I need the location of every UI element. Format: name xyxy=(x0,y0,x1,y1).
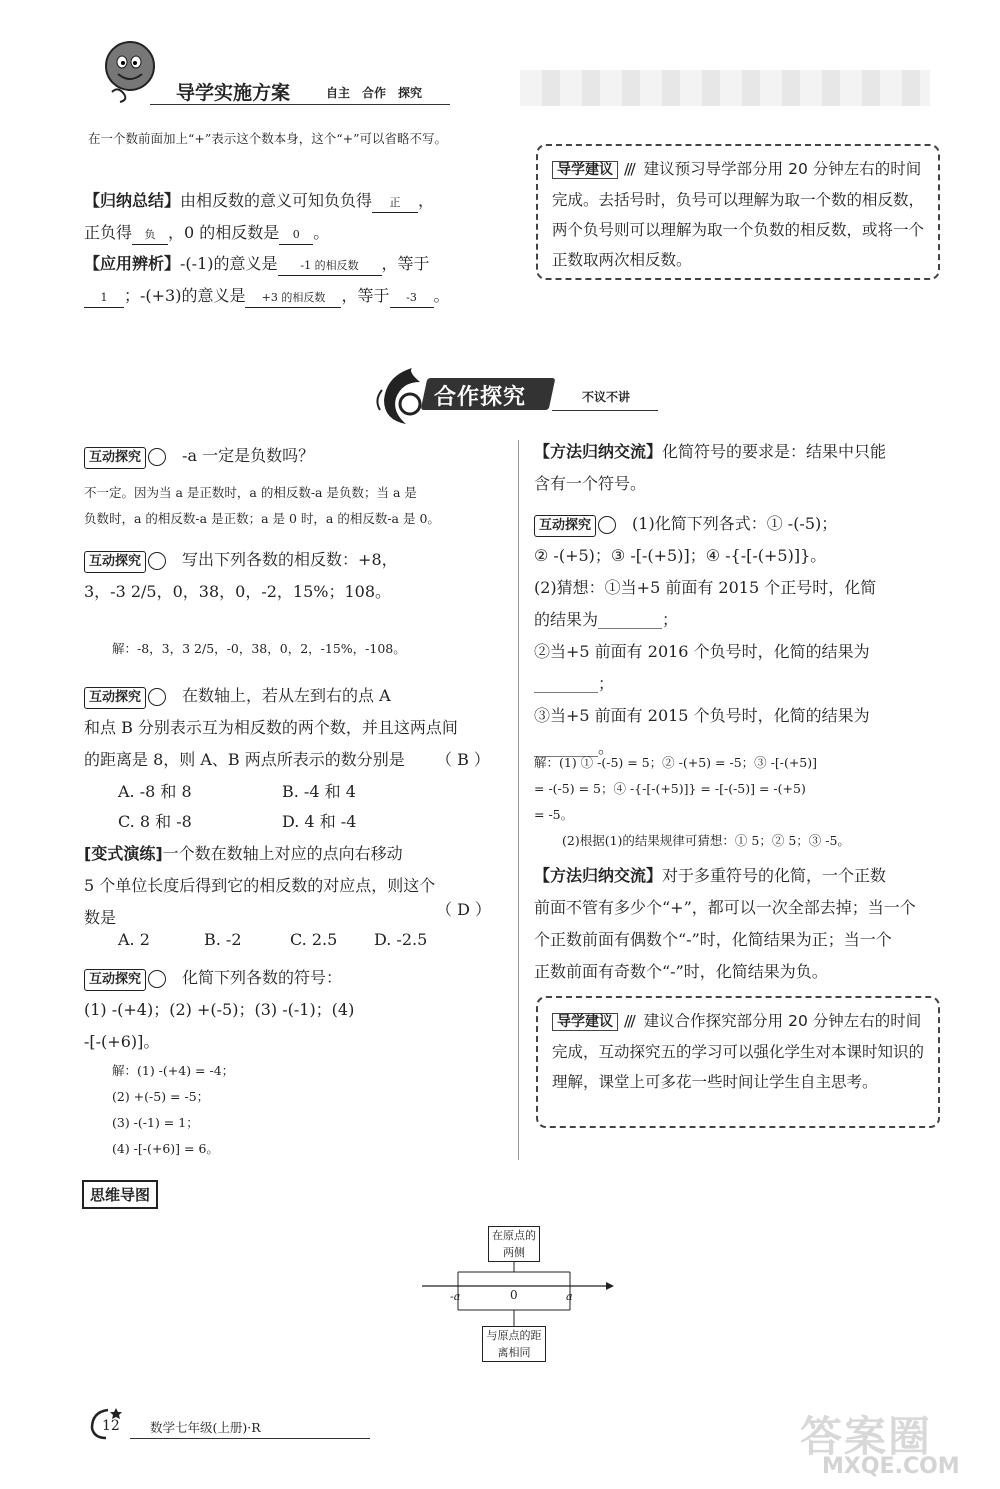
column-divider xyxy=(518,440,519,1160)
circle-icon xyxy=(148,552,166,570)
option-c: C. 2.5 xyxy=(290,930,338,949)
slash-icon: /// xyxy=(624,160,634,178)
option-d: D. 4 和 -4 xyxy=(282,812,357,831)
footer-rule xyxy=(130,1438,370,1439)
mindmap-diagram xyxy=(416,1226,616,1372)
apply-blank-2: 1 xyxy=(84,289,124,308)
circle-icon xyxy=(598,516,616,534)
apply-blank-3: +3 的相反数 xyxy=(245,289,341,308)
mascot-logo xyxy=(98,36,162,104)
summary-tag: 【归纳总结】 xyxy=(84,191,181,210)
summary-paragraph: 【归纳总结】由相反数的意义可知负负得 正 ， 正负得 负 ，0 的相反数是 0 。 xyxy=(84,185,504,249)
mindmap-right-point: a xyxy=(566,1290,573,1303)
option-a: A. 2 xyxy=(118,930,150,949)
exercise-label: 互动探究 xyxy=(534,515,596,537)
book-title: 数学七年级(上册)·R xyxy=(150,1420,261,1435)
exercise-label: 互动探究 xyxy=(84,969,146,991)
section-banner xyxy=(372,360,672,430)
banner-rule xyxy=(552,410,658,411)
method-tag: 【方法归纳交流】 xyxy=(534,866,663,885)
answer-2: 解：-8，3，3 2/5，-0，38，0，2，-15%，-108。 xyxy=(112,641,406,656)
watermark-site: MXQE.COM xyxy=(822,1454,960,1479)
watermark-logo: 答案圈 xyxy=(800,1412,933,1461)
exercise-label: 互动探究 xyxy=(84,687,146,709)
apply-blank-4: -3 xyxy=(390,289,434,308)
apply-blank-1: -1 的相反数 xyxy=(278,257,382,276)
exercise-1 xyxy=(84,440,504,472)
method-1: 【方法归纳交流】化简符号的要求是：结果中只能 含有一个符号。 xyxy=(534,442,887,493)
header-stripe xyxy=(520,70,930,106)
header-rule xyxy=(150,104,450,105)
exercise-2: 互动探究 写出下列各数的相反数：+8， 3，-3 2/5，0，38，0，-2，15%；108。 xyxy=(84,550,398,601)
variant-answer: （ D ） xyxy=(436,900,492,919)
variant-options xyxy=(118,924,498,956)
page-number: 12 xyxy=(102,1418,120,1434)
mindmap-origin: 0 xyxy=(510,1288,518,1302)
exercise-5: 互动探究 (1)化简下列各式：① -(-5)； ② -(+5)；③ -[-(+5)]；④ -{-[-(+5)]}。 (2)猜想：①当+5 前面有 2015 个正号时，化简 的结果为________； ②当+5 前面有 2016 个负号时，化简的结果为 ________； ③当+5 前面有 2015 个负号时，化简的结果为 ________。 xyxy=(534,514,877,757)
intro-text: 在一个数前面加上“+”表示这个数本身，这个“+”可以省略不写。 xyxy=(88,131,448,146)
guide-text-1: 建议预习导学部分用 20 分钟左右的时间完成。去括号时，负号可以理解为取一个数的相反数，两个负号则可以理解为取一个负数的相反数，或将一个正数取两次相反数。 xyxy=(552,160,925,269)
answer-3: （ B ） xyxy=(436,750,490,769)
circle-icon xyxy=(148,970,166,988)
options-3-row-1 xyxy=(118,776,498,808)
apply-paragraph: 【应用辨析】-(-1)的意义是 -1 的相反数 ，等于 1 ；-(+3)的意义是 +3 的相反数 ，等于 -3 。 xyxy=(84,248,514,312)
mindmap-bottom-box: 与原点的距离相同 xyxy=(482,1326,546,1362)
guide-box-2 xyxy=(536,996,940,1128)
variant-exercise: [变式演练]一个数在数轴上对应的点向右移动 5 个单位长度后得到它的相反数的对应点，则这个 数是 xyxy=(84,844,436,927)
exercise-4: 互动探究 化简下列各数的符号： (1) -(+4)；(2) +(-5)；(3) -(-1)；(4) -[-(+6)]。 xyxy=(84,968,355,1051)
answer-4: 解：(1) -(+4) = -4； (2) +(-5) = -5； (3) -(-1) = 1； (4) -[-(+6)] = 6。 xyxy=(112,1063,235,1156)
circle-icon xyxy=(148,448,166,466)
summary-blank-1: 正 xyxy=(372,194,418,213)
question-1: -a 一定是负数吗？ xyxy=(182,446,315,465)
option-b: B. -2 xyxy=(204,930,242,949)
option-a: A. -8 和 8 xyxy=(118,782,192,801)
exercise-3: 互动探究 在数轴上，若从左到右的点 A 和点 B 分别表示互为相反数的两个数，并且这两点间 的距离是 8，则 A、B 两点所表示的数分别是 xyxy=(84,686,458,769)
exercise-label: 互动探究 xyxy=(84,551,146,573)
method-2: 【方法归纳交流】对于多重符号的化简，一个正数 前面不管有多少个“+”，都可以一次全部去掉；当一个 个正数前面有偶数个“-”时，化简结果为正；当一个 正数前面有奇数个“-”时，化简结果为负。 xyxy=(534,866,916,981)
option-d: D. -2.5 xyxy=(374,930,428,949)
option-c: C. 8 和 -8 xyxy=(118,812,192,831)
guide-text-2: 建议合作探究部分用 20 分钟左右的时间完成，互动探究五的学习可以强化学生对本课时知识的理解，课堂上可多花一些时间让学生自主思考。 xyxy=(552,1012,925,1091)
summary-blank-3: 0 xyxy=(279,226,313,245)
mindmap-left-point: -a xyxy=(450,1290,461,1303)
header-tags: 自主 合作 探究 xyxy=(326,86,423,100)
variant-tag: [变式演练] xyxy=(84,844,163,863)
options-3-row-2 xyxy=(118,806,498,838)
mindmap-top-box: 在原点的两侧 xyxy=(488,1226,540,1262)
slash-icon: /// xyxy=(624,1012,634,1030)
guide-label-2: 导学建议 xyxy=(552,1013,618,1031)
header-title: 导学实施方案 xyxy=(176,82,291,104)
guide-label-1: 导学建议 xyxy=(552,161,618,179)
method-tag: 【方法归纳交流】 xyxy=(534,442,663,461)
apply-tag: 【应用辨析】 xyxy=(84,254,181,273)
guide-box-1 xyxy=(536,144,940,280)
summary-blank-2: 负 xyxy=(132,226,168,245)
banner-subtitle: 不议不讲 xyxy=(582,390,631,404)
exercise-label: 互动探究 xyxy=(84,447,146,469)
answer-1: 不一定。因为当 a 是正数时，a 的相反数-a 是负数；当 a 是 负数时，a 的相反数-a 是正数；a 是 0 时，a 的相反数-a 是 0。 xyxy=(84,485,440,526)
mindmap-label: 思维导图 xyxy=(82,1180,158,1209)
circle-icon xyxy=(148,688,166,706)
banner-title: 合作探究 xyxy=(434,385,527,410)
answer-5: 解：(1) ① -(-5) = 5；② -(+5) = -5；③ -[-(+5)] = -(-5) = 5；④ -{-[-(+5)]} = -[-(-5)] = -(+5) = -5。 (2)根据(1)的结果规律可猜想：① 5；② 5；③ -5。 xyxy=(534,755,850,848)
option-b: B. -4 和 4 xyxy=(282,782,356,801)
